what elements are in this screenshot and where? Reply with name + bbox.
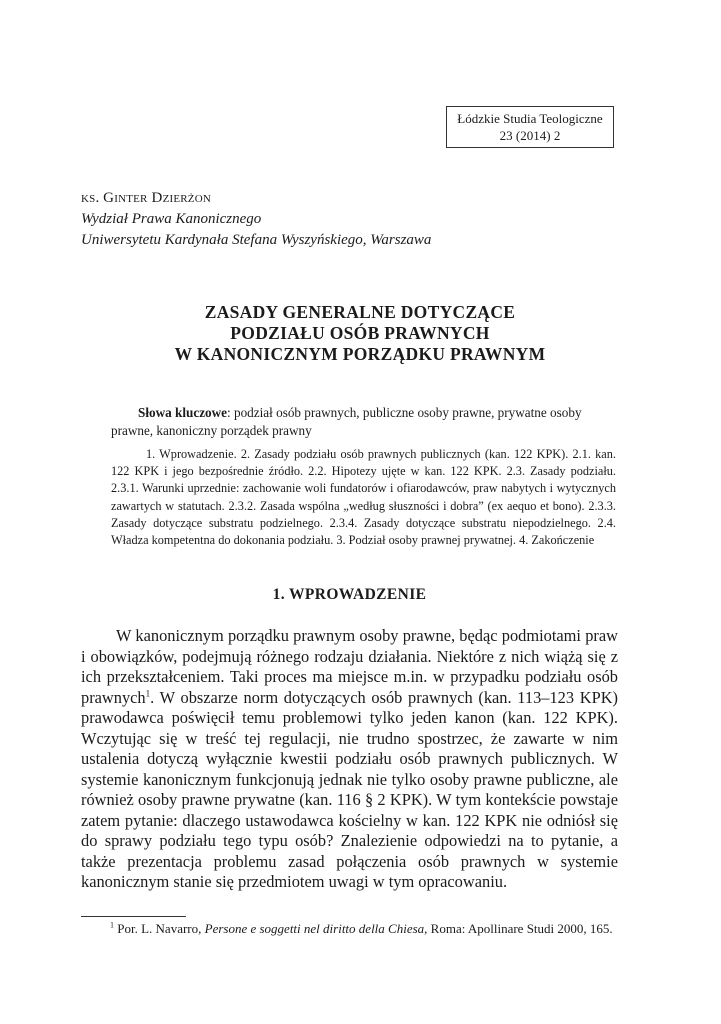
footnote-reference[interactable]: 1	[145, 688, 151, 699]
toc-text: 1. Wprowadzenie. 2. Zasady podziału osób prawnych publicznych (kan. 122 KPK). 2.1. kan. 122 KPK i jego bezpośrednie źródło. 2.2. Hipotezy ujęte w kan. 122 KPK. 2.3. Zasady podziału. 2.3.1. Warunki uprzednie: zachowanie woli fundatorów i ofiarodawców, praw nabytych i wytycznych zawartych w statutach. 2.3.2. Zasada wspólna „według słuszności i dobra” (ex aequo et bono). 2.3.3. Zasady dotyczące substratu podzielnego. 2.3.4. Zasady dotyczące substratu niepodzielnego. 2.4. Władza kompetentna do dokonania podziału. 3. Podział osoby prawnej prywatnej. 4. Zakończenie	[111, 447, 616, 548]
title-line1: ZASADY GENERALNE DOTYCZĄCE	[204, 302, 516, 322]
footnote-number: 1	[110, 920, 114, 930]
footnote-divider	[81, 916, 186, 917]
section-heading: 1. WPROWADZENIE	[272, 586, 427, 603]
affiliation-city: Warszawa	[370, 232, 432, 248]
keywords-text: podział osób prawnych, publiczne osoby prawne, prywatne osoby prawne, kanoniczny porządek prawny	[111, 405, 582, 438]
table-of-contents	[111, 446, 616, 549]
body-paragraph	[81, 626, 618, 893]
keywords-block: Słowa kluczowe: podział osób prawnych, publiczne osoby prawne, prywatne osoby prawne, kanoniczny porządek prawny	[111, 405, 582, 438]
affiliation-line2: Uniwersytetu Kardynała Stefana Wyszyńskiego, Warszawa	[81, 232, 432, 248]
body-part1: W kanonicznym porządku prawnym osoby prawne, będąc podmiotami praw i obowiązków, podejmują różnego rodzaju działania. Niektóre z nich wiążą się z ich przekształceniem. Taki proces ma miejsce m.in. w przypadku podziału osób prawnych	[81, 626, 618, 707]
affiliation-university: Uniwersytetu Kardynała Stefana Wyszyńskiego	[81, 232, 363, 248]
title-line2: PODZIAŁU OSÓB PRAWNYCH	[230, 323, 490, 343]
keywords-label: Słowa kluczowe	[138, 405, 228, 420]
author-line	[81, 188, 641, 209]
body-text	[81, 626, 618, 893]
footnote-prefix: Por. L. Navarro,	[117, 921, 202, 936]
body-part2: . W obszarze norm dotyczących osób prawnych (kan. 113–123 KPK) prawodawca poświęcił temu problemowi tylko jeden kanon (kan. 122 KPK). Wczytując się w treść tej regulacji, nie trudno spostrzec, że zawarte w nim ustalenia dotyczą wyłącznie kwestii podziału osób prawnych publicznych. W systemie kanonicznym funkcjonują jednak nie tylko osoby prawne publiczne, ale również osoby prawne prywatne (kan. 116 § 2 KPK). W tym kontekście powstaje zatem pytanie: dlaczego ustawodawca kościelny w kan. 122 KPK nie odniósł się do sprawy podziału tego typu osób? Znalezienie odpowiedzi na to pytanie, a także prezentacja problemu zasad połączenia osób prawnych w systemie kanonicznym stanie się przedmiotem uwagi w tym opracowaniu.	[81, 687, 618, 891]
journal-name: Łódzkie Studia Teologiczne	[457, 111, 603, 126]
footnote-title: Persone e soggetti nel diritto della Chiesa	[204, 921, 425, 936]
affiliation-line1: Wydział Prawa Kanonicznego	[81, 211, 262, 227]
author-block	[81, 188, 641, 251]
author-prefix: ks.	[81, 190, 100, 206]
author-name: Ginter Dzierżon	[103, 190, 212, 206]
footnote-suffix: , Roma: Apollinare Studi 2000, 165.	[424, 921, 613, 936]
footnote	[81, 921, 618, 937]
journal-info-box	[446, 106, 614, 148]
journal-issue: 23 (2014) 2	[499, 128, 561, 143]
title-line3: W KANONICZNYM PORZĄDKU PRAWNYM	[174, 344, 546, 364]
article-title	[81, 302, 639, 365]
